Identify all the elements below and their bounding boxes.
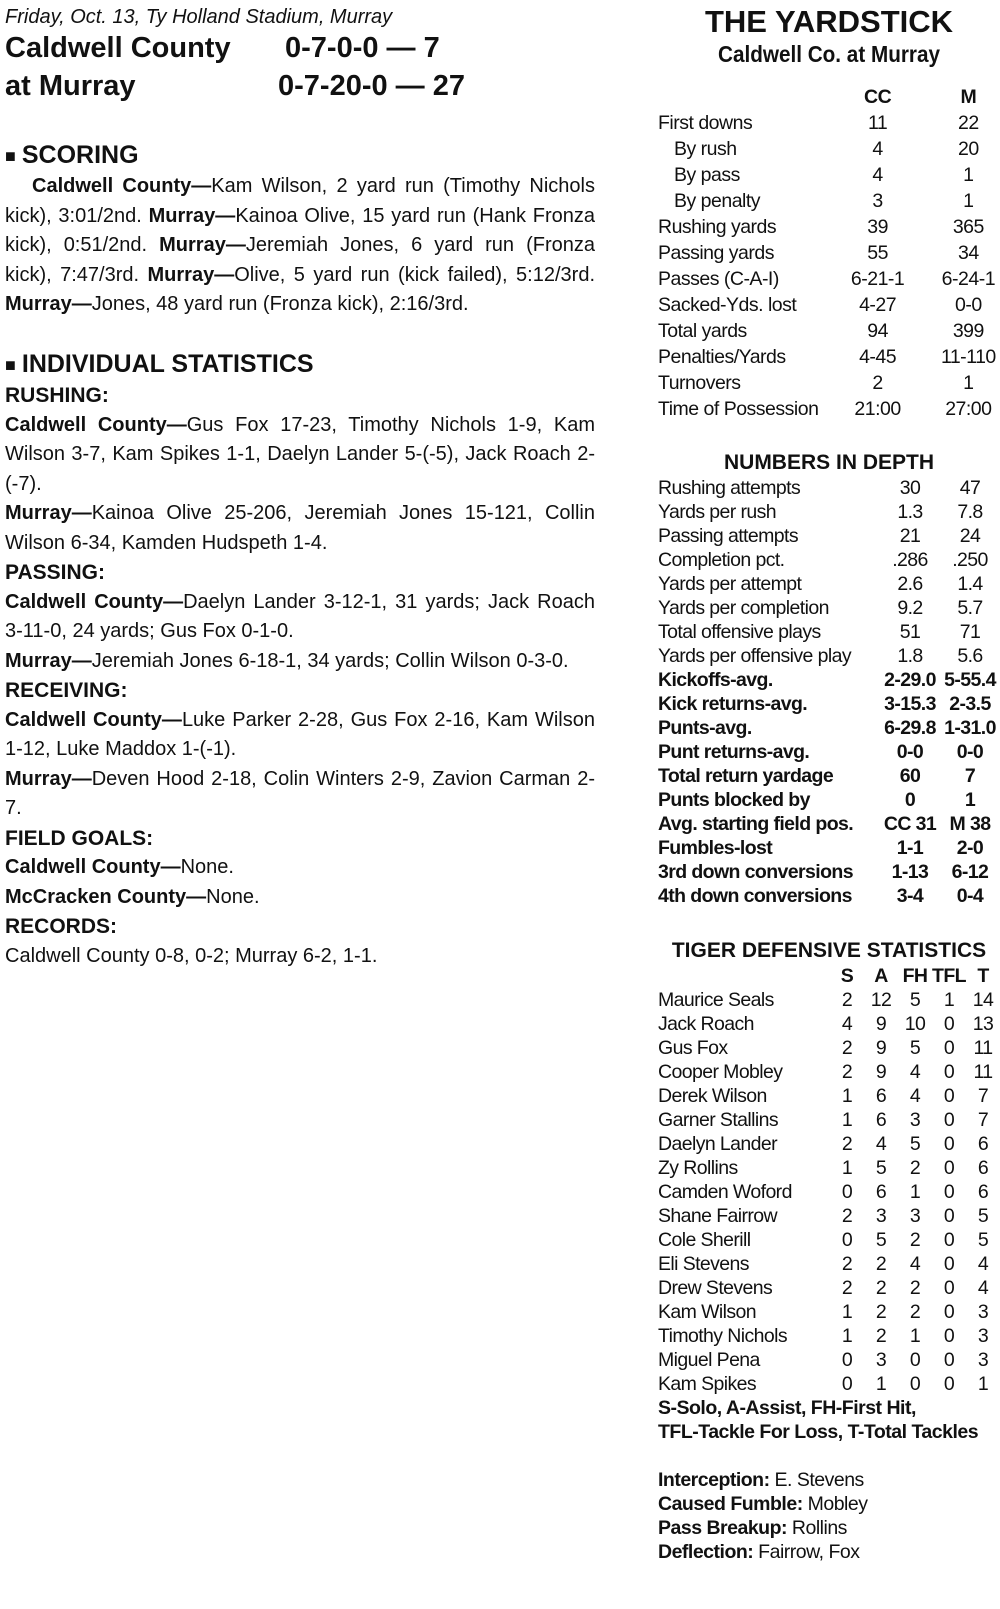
yardstick-m-value: 11-110 [940, 345, 996, 368]
yardstick-m-value: 0-0 [955, 293, 982, 316]
player-name: Camden Woford [658, 1180, 792, 1203]
depth-label: Punts-avg. [658, 716, 752, 739]
player-stat-t: 6 [977, 1156, 989, 1179]
player-stat-t: 3 [977, 1348, 989, 1371]
player-stat-tfl: 0 [943, 1132, 955, 1155]
yardstick-col-m: M [960, 85, 977, 108]
depth-m-value: .250 [952, 548, 988, 571]
player-stat-fh: 3 [909, 1108, 921, 1131]
depth-label: Kick returns-avg. [658, 692, 808, 715]
yardstick-m-value: 365 [952, 215, 984, 238]
yardstick-label: Sacked-Yds. lost [658, 293, 797, 316]
linescore-row-home [5, 67, 595, 105]
defensive-stats-table [658, 964, 1000, 1396]
yardstick-row [658, 370, 1000, 396]
player-stat-s: 2 [841, 1132, 853, 1155]
field-goals-visitor: Caldwell County—None. [5, 856, 234, 879]
yardstick-cc-value: 2 [872, 371, 883, 394]
yardstick-cc-value: 6-21-1 [850, 267, 905, 290]
defense-player-row [658, 1348, 1000, 1372]
player-stat-t: 4 [977, 1252, 989, 1275]
yardstick-col-cc: CC [863, 85, 892, 108]
yardstick-m-value: 399 [952, 319, 984, 342]
player-name: Cooper Mobley [658, 1060, 783, 1083]
depth-m-value: 1-31.0 [944, 716, 996, 739]
player-name: Cole Sherill [658, 1228, 751, 1251]
player-stat-t: 14 [972, 988, 994, 1011]
rushing-home: Murray—Kainoa Olive 25-206, Jeremiah Jones 15-121, Collin Wilson 6-34, Kamden Hudspeth 1-4. [5, 502, 595, 554]
player-stat-tfl: 0 [943, 1036, 955, 1059]
player-stat-fh: 1 [909, 1324, 921, 1347]
yardstick-m-value: 20 [958, 137, 979, 160]
defense-player-row [658, 1180, 1000, 1204]
home-linescore: 0-7-20-0 — 27 [278, 70, 465, 102]
depth-row [658, 860, 1000, 884]
yardstick-label: Turnovers [658, 371, 741, 394]
note-text: Rollins [786, 1517, 847, 1539]
player-stat-t: 4 [977, 1276, 989, 1299]
player-name: Derek Wilson [658, 1084, 767, 1107]
depth-label: Punts blocked by [658, 788, 810, 811]
defense-note [658, 1516, 1000, 1540]
player-stat-tfl: 0 [943, 1228, 955, 1251]
player-name: Kam Spikes [658, 1372, 757, 1395]
depth-cc-value: 2.6 [897, 572, 923, 595]
defense-header-row [658, 964, 1000, 988]
depth-row [658, 716, 1000, 740]
yardstick-cc-value: 94 [867, 319, 888, 342]
player-name: Shane Fairrow [658, 1204, 778, 1227]
player-stat-tfl: 0 [943, 1108, 955, 1131]
yardstick-cc-value: 55 [867, 241, 888, 264]
player-stat-s: 2 [841, 1060, 853, 1083]
player-stat-fh: 0 [909, 1348, 921, 1371]
defense-player-row [658, 1276, 1000, 1300]
player-stat-s: 1 [841, 1324, 853, 1347]
player-stat-tfl: 0 [943, 1324, 955, 1347]
yardstick-cc-value: 4-27 [859, 293, 897, 316]
depth-cc-value: 2-29.0 [884, 668, 936, 691]
yardstick-label: Penalties/Yards [658, 345, 786, 368]
player-stat-tfl: 0 [943, 1348, 955, 1371]
depth-m-value: 24 [959, 524, 981, 547]
yardstick-cc-value: 4 [872, 137, 883, 160]
player-stat-fh: 5 [909, 1132, 921, 1155]
yardstick-label: By penalty [674, 189, 761, 212]
note-label: Deflection: [658, 1541, 754, 1563]
depth-row [658, 572, 1000, 596]
depth-m-value: M 38 [949, 812, 991, 835]
player-stat-t: 7 [977, 1108, 989, 1131]
defense-player-row [658, 1060, 1000, 1084]
depth-cc-value: 3-4 [896, 884, 924, 907]
receiving-heading: RECEIVING: [5, 679, 128, 703]
yardstick-cc-value: 11 [867, 111, 888, 134]
linescore-row-visitor [5, 29, 595, 67]
yardstick-header-row [658, 84, 1000, 110]
player-stat-a: 6 [875, 1180, 887, 1203]
player-stat-t: 11 [973, 1036, 993, 1059]
player-name: Drew Stevens [658, 1276, 773, 1299]
player-name: Kam Wilson [658, 1300, 757, 1323]
depth-row [658, 500, 1000, 524]
depth-label: Passing attempts [658, 524, 798, 547]
defense-col-t: T [977, 964, 989, 987]
player-stat-s: 2 [841, 988, 853, 1011]
yardstick-cc-value: 4 [872, 163, 883, 186]
player-stat-a: 6 [875, 1084, 887, 1107]
player-stat-tfl: 0 [943, 1252, 955, 1275]
depth-label: Completion pct. [658, 548, 785, 571]
depth-cc-value: 6-29.8 [884, 716, 936, 739]
player-stat-tfl: 0 [943, 1276, 955, 1299]
depth-m-value: 5-55.4 [944, 668, 996, 691]
player-stat-s: 1 [841, 1084, 853, 1107]
defense-player-row [658, 1300, 1000, 1324]
depth-cc-value: 1.3 [897, 500, 923, 523]
player-stat-a: 4 [875, 1132, 887, 1155]
player-stat-a: 2 [875, 1276, 887, 1299]
defense-player-row [658, 1084, 1000, 1108]
depth-label: Punt returns-avg. [658, 740, 810, 763]
defense-col-a: A [874, 964, 888, 987]
depth-m-value: 1 [964, 788, 976, 811]
yardstick-subtitle: Caldwell Co. at Murray [717, 41, 940, 67]
depth-m-value: 47 [959, 476, 981, 499]
depth-label: 4th down conversions [658, 884, 852, 907]
stats-column [658, 0, 1000, 1564]
depth-cc-value: 9.2 [897, 596, 923, 619]
depth-cc-value: CC 31 [883, 812, 937, 835]
rushing-visitor: Caldwell County—Gus Fox 17-23, Timothy Nichols 1-9, Kam Wilson 3-7, Kam Spikes 1-1, Daelyn Lander 5-(-5), Jack Roach 2-(-7). [5, 413, 595, 495]
note-label: Caused Fumble: [658, 1493, 803, 1515]
defense-note [658, 1468, 1000, 1492]
player-stat-s: 2 [841, 1276, 853, 1299]
yardstick-row [658, 110, 1000, 136]
player-stat-s: 2 [841, 1252, 853, 1275]
depth-row [658, 884, 1000, 908]
depth-row [658, 836, 1000, 860]
home-team-name: at Murray [5, 70, 136, 102]
player-stat-a: 6 [875, 1108, 887, 1131]
yardstick-label: By pass [674, 163, 740, 186]
player-stat-t: 3 [977, 1300, 989, 1323]
depth-label: Avg. starting field pos. [658, 812, 854, 835]
defense-player-row [658, 1324, 1000, 1348]
defensive-stats-title: TIGER DEFENSIVE STATISTICS [671, 939, 987, 962]
passing-heading: PASSING: [5, 561, 105, 585]
note-text: E. Stevens [769, 1469, 864, 1491]
player-name: Maurice Seals [658, 988, 774, 1011]
player-stat-a: 9 [875, 1036, 887, 1059]
player-stat-a: 1 [875, 1372, 887, 1395]
depth-cc-value: 0 [904, 788, 916, 811]
receiving-visitor: Caldwell County—Luke Parker 2-28, Gus Fox 2-16, Kam Wilson 1-12, Luke Maddox 1-(-1). [5, 708, 595, 761]
scoring-heading: ■ SCORING [5, 141, 139, 169]
square-bullet-icon: ■ [5, 146, 16, 167]
note-text: Fairrow, Fox [753, 1541, 860, 1563]
depth-cc-value: 0-0 [896, 740, 924, 763]
defense-player-row [658, 1204, 1000, 1228]
depth-cc-value: 1-1 [896, 836, 924, 859]
player-name: Timothy Nichols [658, 1324, 787, 1347]
yardstick-row [658, 240, 1000, 266]
yardstick-label: Rushing yards [658, 215, 777, 238]
player-stat-fh: 5 [909, 1036, 921, 1059]
depth-label: Total offensive plays [658, 620, 821, 643]
records-text: Caldwell County 0-8, 0-2; Murray 6-2, 1-1. [5, 944, 378, 967]
yardstick-m-value: 1 [963, 163, 974, 186]
depth-row [658, 788, 1000, 812]
depth-row [658, 596, 1000, 620]
player-stat-tfl: 0 [943, 1180, 955, 1203]
player-stat-t: 6 [977, 1180, 989, 1203]
yardstick-title: THE YARDSTICK [704, 4, 954, 39]
player-stat-t: 3 [977, 1324, 989, 1347]
player-name: Gus Fox [658, 1036, 728, 1059]
numbers-in-depth-table [658, 476, 1000, 908]
yardstick-label: Time of Possession [658, 397, 819, 420]
note-label: Interception: [658, 1469, 770, 1491]
depth-m-value: 71 [959, 620, 981, 643]
yardstick-m-value: 1 [963, 371, 974, 394]
player-stat-fh: 0 [909, 1372, 921, 1395]
depth-label: Fumbles-lost [658, 836, 773, 859]
player-stat-s: 0 [841, 1348, 853, 1371]
yardstick-row [658, 136, 1000, 162]
defense-notes [658, 1468, 1000, 1564]
records-heading: RECORDS: [5, 915, 118, 939]
depth-cc-value: 3-15.3 [884, 692, 936, 715]
yardstick-row [658, 266, 1000, 292]
defense-player-row [658, 1012, 1000, 1036]
player-stat-t: 7 [977, 1084, 989, 1107]
player-stat-s: 1 [841, 1108, 853, 1131]
depth-m-value: 7.8 [957, 500, 983, 523]
depth-cc-value: .286 [892, 548, 928, 571]
yardstick-row [658, 396, 1000, 422]
defense-player-row [658, 1252, 1000, 1276]
player-stat-a: 3 [875, 1204, 887, 1227]
depth-label: Yards per rush [658, 500, 777, 523]
scoring-summary: Caldwell County—Kam Wilson, 2 yard run (Timothy Nichols kick), 3:01/2nd. Murray—Kainoa Olive, 15 yard run (Hank Fronza kick), 0:51/2nd. Murray—Jeremiah Jones, 6 yard run (Fronza kick), 7:47/3rd. Murray—Olive, 5 yard run (kick failed), 5:12/3rd. Murray—Jones, 48 yard run (Fronza kick), 2:16/3rd. [5, 175, 595, 316]
depth-m-value: 7 [964, 764, 976, 787]
yardstick-m-value: 27:00 [945, 397, 992, 420]
defense-col-fh: FH [902, 964, 928, 987]
visitor-linescore: 0-7-0-0 — 7 [285, 32, 440, 64]
yardstick-label: Passing yards [658, 241, 774, 264]
note-label: Pass Breakup: [658, 1517, 787, 1539]
depth-row [658, 524, 1000, 548]
player-name: Zy Rollins [658, 1156, 738, 1179]
depth-row [658, 812, 1000, 836]
depth-cc-value: 1-13 [891, 860, 929, 883]
yardstick-label: Passes (C-A-I) [658, 267, 779, 290]
numbers-in-depth-title: NUMBERS IN DEPTH [723, 451, 934, 474]
individual-stats-heading: ■ INDIVIDUAL STATISTICS [5, 349, 314, 378]
dateline: Friday, Oct. 13, Ty Holland Stadium, Murray [5, 6, 393, 28]
field-goals-heading: FIELD GOALS: [5, 826, 154, 850]
defense-player-row [658, 1228, 1000, 1252]
player-stat-tfl: 0 [943, 1372, 955, 1395]
yardstick-cc-value: 21:00 [854, 397, 901, 420]
player-stat-tfl: 0 [943, 1204, 955, 1227]
field-goals-other: McCracken County—None. [5, 885, 260, 908]
depth-cc-value: 30 [899, 476, 921, 499]
yardstick-row [658, 318, 1000, 344]
player-name: Garner Stallins [658, 1108, 778, 1131]
yardstick-label: By rush [674, 137, 737, 160]
receiving-home: Murray—Deven Hood 2-18, Colin Winters 2-9, Zavion Carman 2-7. [5, 767, 595, 820]
defense-col-tfl: TFL [932, 964, 966, 987]
note-text: Mobley [802, 1493, 868, 1515]
player-stat-fh: 4 [909, 1252, 921, 1275]
yardstick-row [658, 162, 1000, 188]
yardstick-cc-value: 3 [872, 189, 883, 212]
depth-label: Rushing attempts [658, 476, 801, 499]
player-stat-fh: 5 [909, 988, 921, 1011]
depth-row [658, 548, 1000, 572]
player-stat-fh: 3 [909, 1204, 921, 1227]
depth-label: Yards per completion [658, 596, 829, 619]
yardstick-m-value: 6-24-1 [941, 267, 996, 290]
player-stat-a: 5 [875, 1156, 887, 1179]
depth-m-value: 5.7 [957, 596, 983, 619]
depth-m-value: 0-4 [956, 884, 984, 907]
depth-row [658, 644, 1000, 668]
player-stat-t: 13 [972, 1012, 994, 1035]
depth-cc-value: 1.8 [897, 644, 923, 667]
player-stat-t: 6 [977, 1132, 989, 1155]
player-stat-a: 2 [875, 1252, 887, 1275]
depth-row [658, 764, 1000, 788]
defense-legend-line-2: TFL-Tackle For Loss, T-Total Tackles [658, 1421, 979, 1443]
defense-player-row [658, 1036, 1000, 1060]
depth-row [658, 692, 1000, 716]
depth-m-value: 0-0 [956, 740, 984, 763]
rushing-heading: RUSHING: [5, 384, 109, 408]
depth-label: Total return yardage [658, 764, 834, 787]
player-stat-t: 5 [977, 1228, 989, 1251]
player-stat-a: 5 [875, 1228, 887, 1251]
player-stat-fh: 2 [909, 1300, 921, 1323]
yardstick-label: First downs [658, 111, 753, 134]
square-bullet-icon: ■ [5, 355, 16, 376]
depth-label: 3rd down conversions [658, 860, 853, 883]
depth-cc-value: 21 [899, 524, 921, 547]
defense-player-row [658, 1372, 1000, 1396]
yardstick-cc-value: 39 [867, 215, 888, 238]
player-stat-s: 2 [841, 1204, 853, 1227]
player-stat-fh: 2 [909, 1228, 921, 1251]
defense-player-row [658, 1132, 1000, 1156]
player-stat-s: 4 [841, 1012, 853, 1035]
depth-row [658, 476, 1000, 500]
player-name: Eli Stevens [658, 1252, 749, 1275]
yardstick-row [658, 292, 1000, 318]
defense-note [658, 1540, 1000, 1564]
depth-m-value: 6-12 [951, 860, 989, 883]
depth-m-value: 5.6 [957, 644, 983, 667]
player-stat-fh: 4 [909, 1060, 921, 1083]
player-stat-fh: 2 [909, 1276, 921, 1299]
player-name: Miguel Pena [658, 1348, 760, 1371]
depth-m-value: 2-3.5 [949, 692, 991, 715]
player-stat-tfl: 0 [943, 1060, 955, 1083]
player-stat-a: 3 [875, 1348, 887, 1371]
player-stat-tfl: 0 [943, 1156, 955, 1179]
player-stat-s: 1 [841, 1156, 853, 1179]
player-name: Jack Roach [658, 1012, 754, 1035]
defense-note [658, 1492, 1000, 1516]
defense-player-row [658, 1156, 1000, 1180]
yardstick-row [658, 344, 1000, 370]
yardstick-row [658, 188, 1000, 214]
player-stat-t: 5 [977, 1204, 989, 1227]
player-stat-a: 2 [875, 1300, 887, 1323]
player-stat-a: 2 [875, 1324, 887, 1347]
player-stat-a: 9 [875, 1060, 887, 1083]
player-stat-a: 12 [870, 988, 892, 1011]
player-stat-tfl: 0 [943, 1012, 955, 1035]
depth-row [658, 620, 1000, 644]
yardstick-row [658, 214, 1000, 240]
player-stat-s: 0 [841, 1228, 853, 1251]
passing-visitor: Caldwell County—Daelyn Lander 3-12-1, 31 yards; Jack Roach 3-11-0, 24 yards; Gus Fox 0-1-0. [5, 590, 595, 643]
depth-cc-value: 60 [899, 764, 921, 787]
game-story-column [5, 0, 595, 971]
visitor-team-name: Caldwell County [5, 32, 231, 64]
depth-label: Kickoffs-avg. [658, 668, 773, 691]
depth-cc-value: 51 [899, 620, 921, 643]
depth-row [658, 668, 1000, 692]
player-stat-fh: 10 [904, 1012, 926, 1035]
depth-m-value: 2-0 [956, 836, 984, 859]
depth-label: Yards per attempt [658, 572, 802, 595]
player-stat-tfl: 1 [943, 988, 955, 1011]
player-stat-fh: 2 [909, 1156, 921, 1179]
player-stat-s: 2 [841, 1036, 853, 1059]
depth-row [658, 740, 1000, 764]
player-stat-t: 1 [977, 1372, 989, 1395]
player-name: Daelyn Lander [658, 1132, 778, 1155]
player-stat-a: 9 [875, 1012, 887, 1035]
depth-label: Yards per offensive play [658, 644, 851, 667]
player-stat-t: 11 [973, 1060, 993, 1083]
player-stat-fh: 4 [909, 1084, 921, 1107]
player-stat-s: 0 [841, 1180, 853, 1203]
defense-player-row [658, 988, 1000, 1012]
depth-m-value: 1.4 [957, 572, 983, 595]
player-stat-s: 0 [841, 1372, 853, 1395]
player-stat-s: 1 [841, 1300, 853, 1323]
passing-home: Murray—Jeremiah Jones 6-18-1, 34 yards; Collin Wilson 0-3-0. [5, 649, 569, 672]
yardstick-m-value: 22 [958, 111, 979, 134]
player-stat-tfl: 0 [943, 1300, 955, 1323]
yardstick-table [658, 84, 1000, 422]
defense-legend-line-1: S-Solo, A-Assist, FH-First Hit, [658, 1397, 916, 1419]
player-stat-tfl: 0 [943, 1084, 955, 1107]
yardstick-label: Total yards [658, 319, 747, 342]
player-stat-fh: 1 [909, 1180, 921, 1203]
defense-player-row [658, 1108, 1000, 1132]
yardstick-m-value: 1 [963, 189, 974, 212]
yardstick-cc-value: 4-45 [859, 345, 897, 368]
yardstick-m-value: 34 [958, 241, 979, 264]
defense-col-s: S [840, 964, 854, 987]
